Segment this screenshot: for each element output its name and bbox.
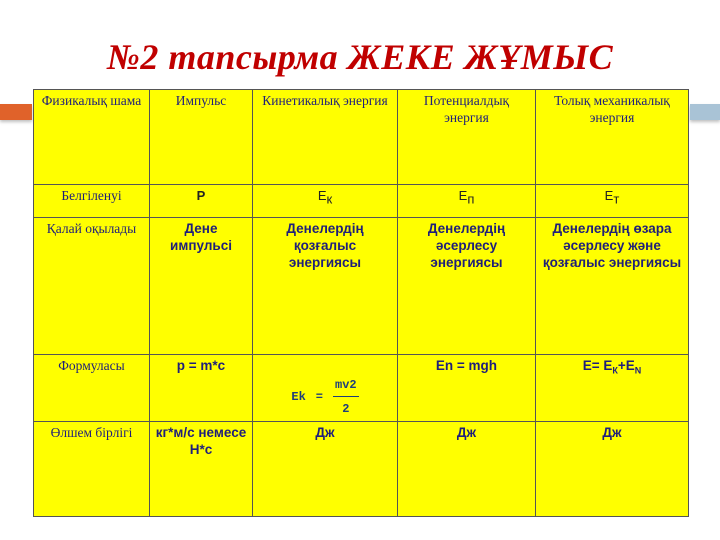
formula-denominator: 2 [342,402,350,416]
unit-total: Дж [536,422,689,517]
formula-numerator: mv2 [333,377,359,397]
formula-kinetic [253,355,398,422]
reading-total: Денелердің өзара әсерлесу және қозғалыс энергиясы [536,218,689,355]
physics-quantities-table [33,89,689,517]
reading-impulse: Дене импульсі [150,218,253,355]
unit-kinetic: Дж [253,422,398,517]
unit-label: Өлшем бірлігі [34,422,150,517]
slide-title: №2 тапсырма ЖЕКЕ ЖҰМЫС [106,37,614,77]
kinetic-energy-formula: Ek = $\frac{mv2}{2}$ [291,378,357,416]
notation-impulse: Р [150,185,253,218]
formula-total: $Е= Е_К+Е_N$ [536,355,689,422]
notation-total: $Е_т$ [536,185,689,218]
header-row [34,90,689,185]
notation-kinetic: $Е_к$ [253,185,398,218]
header-total-energy: Толық механикалық энергия [536,90,689,185]
right-accent-bar [690,104,720,120]
header-kinetic-energy: Кинетикалық энергия [253,90,398,185]
formula-row [34,355,689,422]
header-impulse: Импульс [150,90,253,185]
formula-potential: Еn = mgh [398,355,536,422]
reading-potential: Денелердің әсерлесу энергиясы [398,218,536,355]
reading-label: Қалай оқылады [34,218,150,355]
header-quantity: Физикалық шама [34,90,150,185]
notation-label: Белгіленуі [34,185,150,218]
reading-row [34,218,689,355]
notation-row [34,185,689,218]
left-accent-bar [0,104,32,120]
formula-impulse: р = m*c [150,355,253,422]
formula-label: Формуласы [34,355,150,422]
unit-row [34,422,689,517]
reading-kinetic: Денелердің қозғалыс энергиясы [253,218,398,355]
notation-potential: $Е_п$ [398,185,536,218]
unit-impulse: кг*м/с немесе Н*с [150,422,253,517]
header-potential-energy: Потенциалдық энергия [398,90,536,185]
unit-potential: Дж [398,422,536,517]
